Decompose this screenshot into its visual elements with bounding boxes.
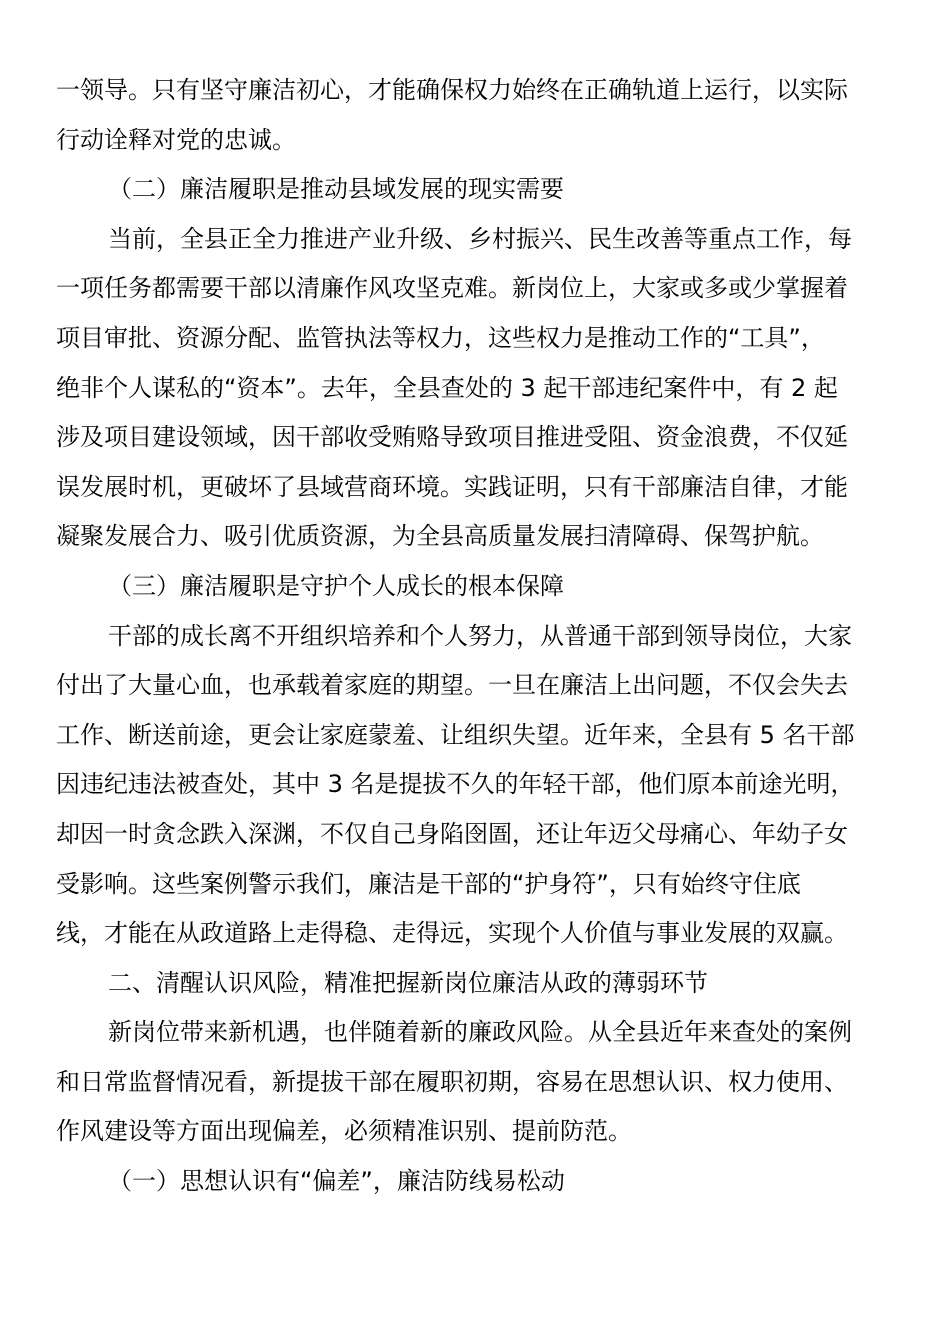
text-line: 一项任务都需要干部以清廉作风攻坚克难。新岗位上，大家或多或少掌握着 (56, 274, 848, 303)
document-page (56, 66, 896, 1207)
paragraph-personal-growth (56, 612, 896, 959)
chapter-heading-2: 二、清醒认识风险，精准把握新岗位廉洁从政的薄弱环节 (108, 968, 708, 997)
text-line: 行动诠释对党的忠诚。 (56, 125, 296, 154)
text-line: 干部的成长离不开组织培养和个人努力，从普通干部到领导岗位，大家 (108, 621, 852, 650)
text-line: 受影响。这些案例警示我们，廉洁是干部的“护身符”，只有始终守住底 (56, 869, 801, 898)
text-line: 一领导。只有坚守廉洁初心，才能确保权力始终在正确轨道上运行，以实际 (56, 76, 848, 104)
section-heading-2: （二）廉洁履职是推动县域发展的现实需要 (108, 175, 564, 204)
text-line: 工作、断送前途，更会让家庭蒙羞、让组织失望。近年来，全县有 5 名干部 (56, 720, 855, 749)
text-line: 新岗位带来新机遇，也伴随着新的廉政风险。从全县近年来查处的案例 (108, 1018, 852, 1047)
text-line: 绝非个人谋私的“资本”。去年，全县查处的 3 起干部违纪案件中，有 2 起 (56, 373, 838, 402)
text-line: 和日常监督情况看，新提拔干部在履职初期，容易在思想认识、权力使用、 (56, 1067, 848, 1096)
section-heading-1: （一）思想认识有“偏差”，廉洁防线易松动 (108, 1167, 565, 1196)
text-line: 却因一时贪念跌入深渊，不仅自己身陷囹圄，还让年迈父母痛心、年幼子女 (56, 819, 848, 848)
text-line: 当前，全县正全力推进产业升级、乡村振兴、民生改善等重点工作，每 (108, 224, 852, 253)
paragraph-loyalty (56, 66, 896, 165)
text-line: 凝聚发展合力、吸引优质资源，为全县高质量发展扫清障碍、保驾护航。 (56, 522, 824, 551)
text-line: 付出了大量心血，也承载着家庭的期望。一旦在廉洁上出问题，不仅会失去 (56, 671, 848, 700)
text-line: 线，才能在从政道路上走得稳、走得远，实现个人价值与事业发展的双赢。 (56, 919, 848, 948)
text-line: 涉及项目建设领域，因干部收受贿赂导致项目推进受阻、资金浪费，不仅延 (56, 423, 848, 452)
text-line: 项目审批、资源分配、监管执法等权力，这些权力是推动工作的“工具”， (56, 323, 825, 352)
text-line: 作风建设等方面出现偏差，必须精准识别、提前防范。 (56, 1117, 632, 1146)
paragraph-county-development (56, 215, 896, 562)
text-line: 误发展时机，更破坏了县域营商环境。实践证明，只有干部廉洁自律，才能 (56, 472, 848, 501)
paragraph-new-post-risks (56, 1008, 896, 1157)
text-line: 因违纪违法被查处，其中 3 名是提拔不久的年轻干部，他们原本前途光明， (56, 770, 855, 799)
section-heading-3: （三）廉洁履职是守护个人成长的根本保障 (108, 571, 564, 600)
